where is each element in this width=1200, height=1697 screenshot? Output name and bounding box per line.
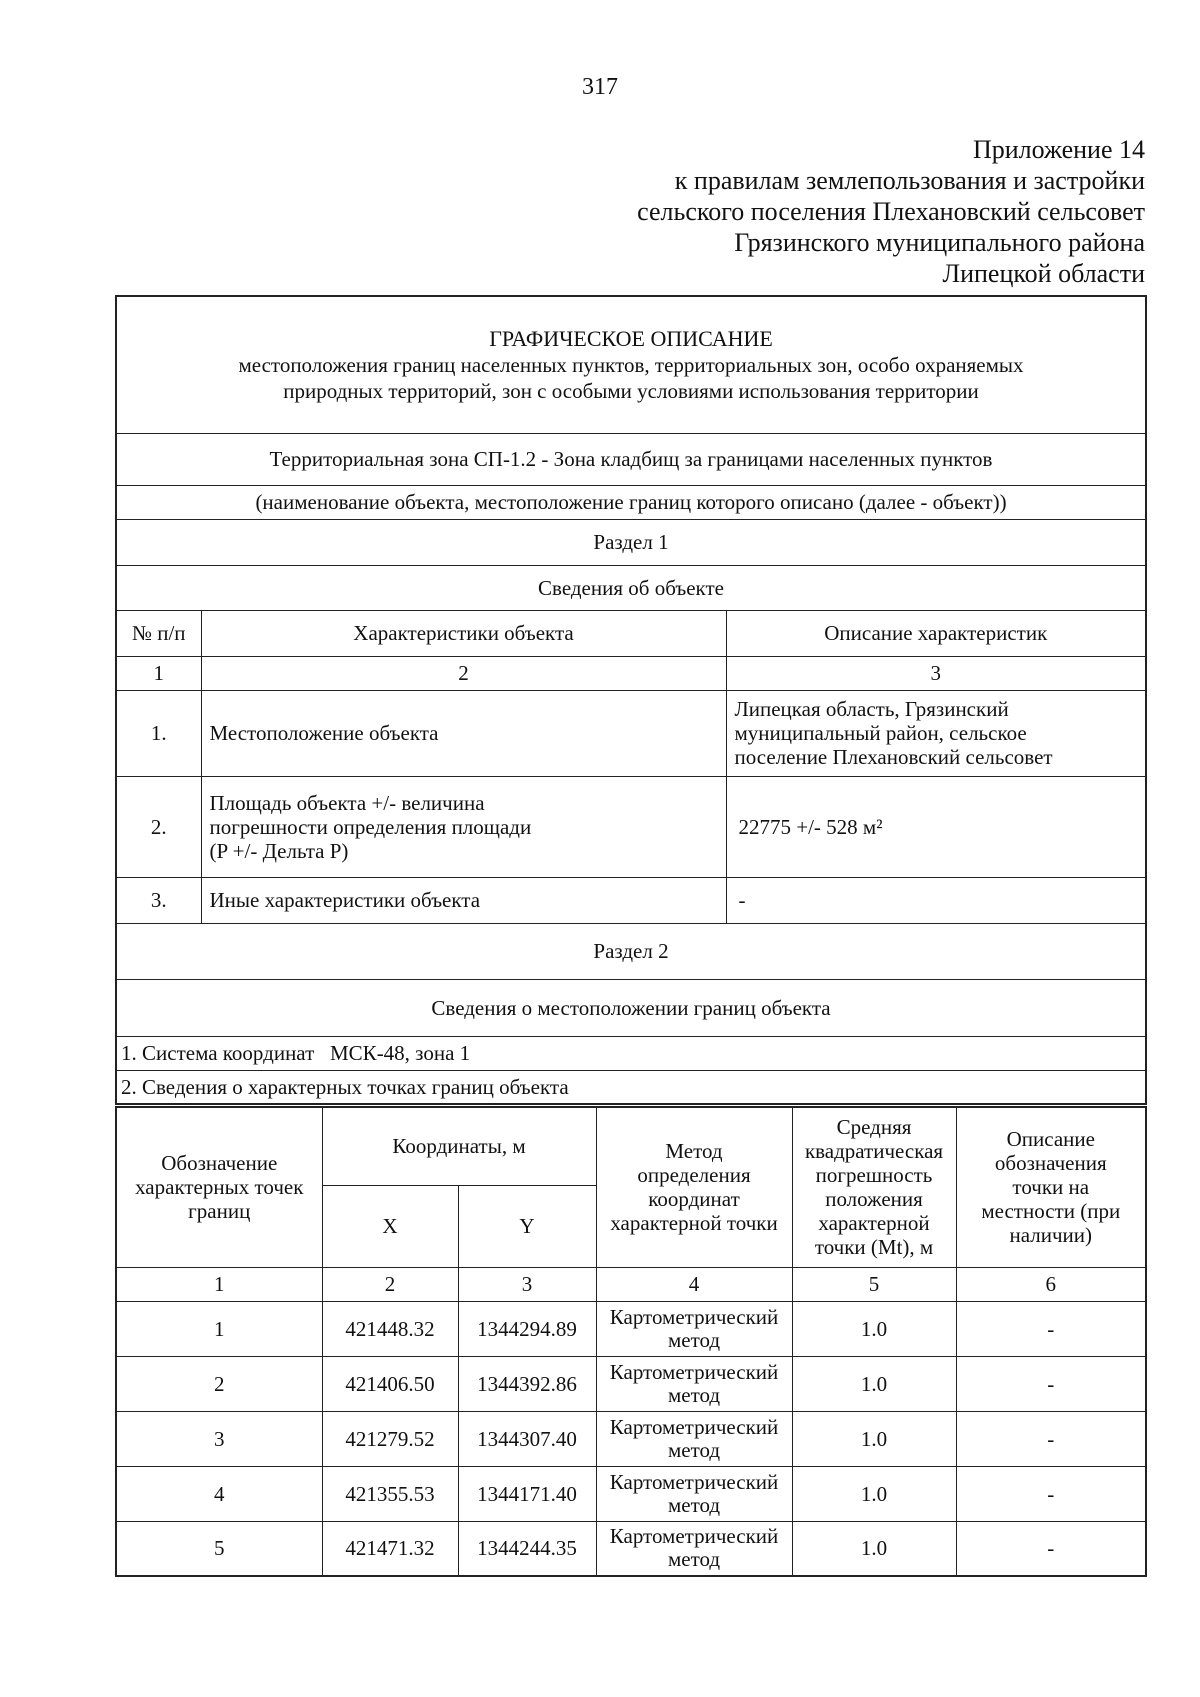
header-characteristics: Характеристики объекта — [201, 610, 726, 656]
method-line: Картометрический — [609, 1524, 779, 1549]
table-row — [116, 1466, 1146, 1521]
point-method — [596, 1521, 792, 1576]
document-title-cell — [116, 296, 1146, 433]
point-mt: 1.0 — [792, 1521, 956, 1576]
method-line: метод — [667, 1437, 721, 1462]
header-error — [792, 1107, 956, 1267]
document-title: ГРАФИЧЕСКОЕ ОПИСАНИЕ — [489, 325, 773, 351]
document-subtitle: природных территорий, зон с особыми условиями использования территории — [283, 378, 979, 403]
appendix-line: Приложение 14 — [972, 135, 1145, 164]
point-x: 421355.53 — [322, 1466, 458, 1521]
point-method — [596, 1466, 792, 1521]
method-line: метод — [667, 1492, 721, 1517]
table-row — [116, 1411, 1146, 1466]
table-row — [116, 776, 1146, 877]
method-line: метод — [667, 1547, 721, 1572]
document-subtitle: местоположения границ населенных пунктов, территориальных зон, особо охраняемых — [238, 352, 1024, 377]
value-line: 22775 +/- 528 м² — [738, 814, 883, 839]
section2-subtitle: Сведения о местоположении границ объекта — [116, 979, 1146, 1036]
table-row — [116, 877, 1146, 923]
characteristic-line: Местоположение объекта — [209, 721, 439, 745]
column-number: 3 — [726, 656, 1146, 690]
header-line: наличии) — [1009, 1223, 1093, 1248]
point-number: 2 — [116, 1356, 322, 1411]
point-method — [596, 1411, 792, 1466]
header-line: погрешность — [815, 1163, 933, 1188]
appendix-header — [637, 134, 1145, 289]
header-method — [596, 1107, 792, 1267]
header-number: № п/п — [116, 610, 201, 656]
point-y: 1344171.40 — [458, 1466, 596, 1521]
header-coordinates: Координаты, м — [322, 1107, 596, 1185]
point-x: 421448.32 — [322, 1301, 458, 1356]
point-mt: 1.0 — [792, 1466, 956, 1521]
point-method — [596, 1301, 792, 1356]
row-number: 3. — [116, 877, 201, 923]
point-description: - — [956, 1301, 1146, 1356]
object-caption: (наименование объекта, местоположение границ которого описано (далее - объект)) — [116, 485, 1146, 519]
coordinate-system: 1. Система координат МСК-48, зона 1 — [116, 1036, 1146, 1070]
row-number: 2. — [116, 776, 201, 877]
point-x: 421406.50 — [322, 1356, 458, 1411]
characteristic-value — [726, 690, 1146, 776]
method-line: Картометрический — [609, 1469, 779, 1494]
method-line: метод — [667, 1382, 721, 1407]
appendix-line: к правилам землепользования и застройки — [674, 166, 1145, 195]
appendix-line: Липецкой области — [942, 259, 1145, 288]
column-number: 1 — [116, 656, 201, 690]
point-description: - — [956, 1411, 1146, 1466]
point-description: - — [956, 1356, 1146, 1411]
header-line: характерных точек — [135, 1175, 304, 1200]
point-method — [596, 1356, 792, 1411]
appendix-line: сельского поселения Плехановский сельсовет — [637, 197, 1145, 226]
row-number: 1. — [116, 690, 201, 776]
value-line: Липецкая область, Грязинский — [734, 697, 1009, 721]
header-line: точки (Mt), м — [814, 1235, 934, 1260]
column-number: 3 — [458, 1267, 596, 1301]
header-line: определения — [637, 1163, 751, 1188]
header-line: местности (при — [981, 1199, 1121, 1224]
characteristic-value — [726, 776, 1146, 877]
appendix-line: Грязинского муниципального района — [734, 228, 1145, 257]
section1-title: Раздел 1 — [116, 519, 1146, 565]
column-number: 1 — [116, 1267, 322, 1301]
point-x: 421471.32 — [322, 1521, 458, 1576]
header-line: Метод — [665, 1139, 723, 1164]
header-line: обозначения — [994, 1151, 1107, 1176]
point-y: 1344294.89 — [458, 1301, 596, 1356]
point-description: - — [956, 1521, 1146, 1576]
point-x: 421279.52 — [322, 1411, 458, 1466]
column-number: 2 — [322, 1267, 458, 1301]
points-caption: 2. Сведения о характерных точках границ объекта — [116, 1070, 1146, 1104]
point-mt: 1.0 — [792, 1411, 956, 1466]
table-row — [116, 1301, 1146, 1356]
header-line: положения — [825, 1187, 923, 1212]
column-number: 4 — [596, 1267, 792, 1301]
method-line: метод — [667, 1327, 721, 1352]
column-number: 6 — [956, 1267, 1146, 1301]
characteristic-line: Иные характеристики объекта — [209, 888, 481, 912]
header-description: Описание характеристик — [726, 610, 1146, 656]
point-number: 1 — [116, 1301, 322, 1356]
header-line: координат — [648, 1187, 740, 1212]
header-line: точки на — [1012, 1175, 1090, 1200]
header-line: границ — [188, 1199, 251, 1224]
points-table — [115, 1106, 1147, 1577]
point-y: 1344244.35 — [458, 1521, 596, 1576]
characteristic — [201, 776, 726, 877]
header-line: характерной точки — [610, 1211, 778, 1236]
point-description: - — [956, 1466, 1146, 1521]
characteristic-line: Площадь объекта +/- величина — [209, 790, 485, 815]
table-row — [116, 1521, 1146, 1576]
table-row — [116, 690, 1146, 776]
value-line: муниципальный район, сельское — [734, 721, 1027, 745]
characteristic — [201, 690, 726, 776]
header-line: квадратическая — [804, 1139, 944, 1164]
description-table — [115, 295, 1147, 1105]
column-number: 2 — [201, 656, 726, 690]
point-number: 3 — [116, 1411, 322, 1466]
section1-subtitle: Сведения об объекте — [116, 565, 1146, 610]
characteristic-line: (P +/- Дельта P) — [209, 838, 349, 863]
point-number: 5 — [116, 1521, 322, 1576]
column-number: 5 — [792, 1267, 956, 1301]
value-line: - — [738, 888, 746, 912]
method-line: Картометрический — [609, 1414, 779, 1439]
header-line: Обозначение — [161, 1151, 278, 1176]
header-point-description — [956, 1107, 1146, 1267]
point-y: 1344307.40 — [458, 1411, 596, 1466]
section2-title: Раздел 2 — [116, 923, 1146, 979]
header-y: Y — [458, 1185, 596, 1267]
characteristic-value — [726, 877, 1146, 923]
page-number: 317 — [582, 74, 618, 100]
method-line: Картометрический — [609, 1359, 779, 1384]
point-number: 4 — [116, 1466, 322, 1521]
table-row — [116, 1356, 1146, 1411]
header-line: характерной — [818, 1211, 930, 1236]
header-line: Описание — [1006, 1127, 1095, 1152]
method-line: Картометрический — [609, 1304, 779, 1329]
point-y: 1344392.86 — [458, 1356, 596, 1411]
object-name: Территориальная зона СП-1.2 - Зона кладбищ за границами населенных пунктов — [116, 433, 1146, 485]
header-x: X — [322, 1185, 458, 1267]
header-designation — [116, 1107, 322, 1267]
characteristic-line: погрешности определения площади — [209, 814, 532, 839]
header-line: Средняя — [836, 1115, 912, 1140]
point-mt: 1.0 — [792, 1301, 956, 1356]
value-line: поселение Плехановский сельсовет — [734, 745, 1053, 769]
point-mt: 1.0 — [792, 1356, 956, 1411]
characteristic — [201, 877, 726, 923]
